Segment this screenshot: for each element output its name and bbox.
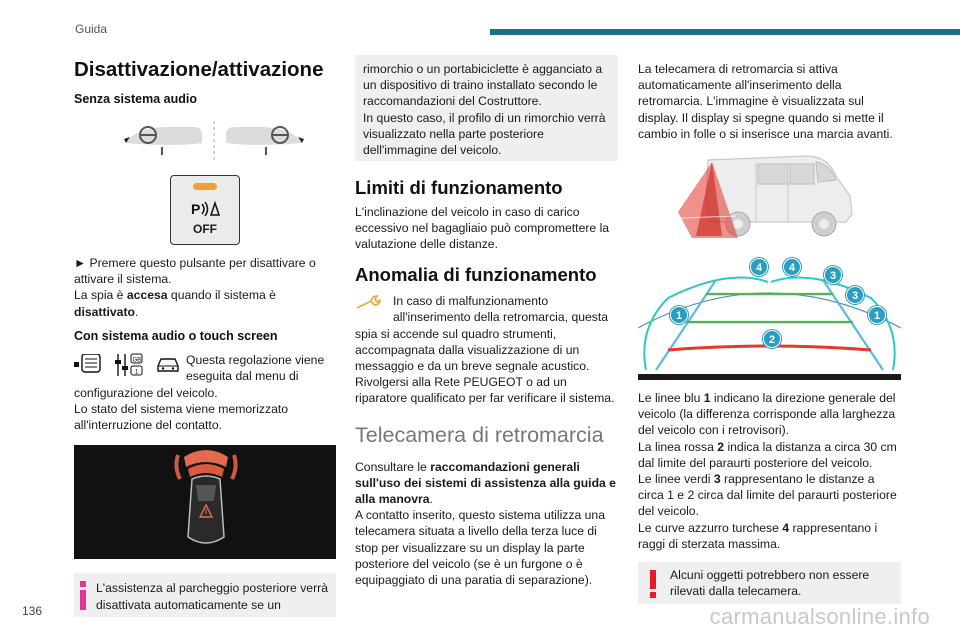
- warning-note-text: Alcuni oggetti potrebbero non essere rilevati dalla telecamera.: [670, 568, 870, 599]
- audio-text-rest: configurazione del veicolo.: [74, 385, 218, 400]
- watermark: carmanualsonline.info: [709, 604, 930, 629]
- marker-4-right: 4: [783, 258, 801, 276]
- page-number: 136: [22, 604, 43, 618]
- indicator-lamp: [193, 183, 217, 190]
- subtitle-no-audio: Senza sistema audio: [74, 92, 197, 106]
- camera-intro-text: La telecamera di retromarcia si attiva automaticamente all'inserimento della retromarcia. L'immagine è visualizzata sul display. Il display si spegne quando si mette il cambio in folle o si inserisce una marcia avanti.: [638, 62, 893, 141]
- green-lines-text: Le linee verdi 3 rappresentano le distanze a circa 1 e 2 circa dal limite del paraurti posteriore del veicolo.: [638, 472, 897, 519]
- marker-1-right: 1: [868, 306, 886, 324]
- warning-note-box: [638, 562, 901, 604]
- audio-settings-row: [74, 352, 336, 384]
- fault-text-rest: spia si accende sul quadro strumenti, accompagnata dalla visualizzazione di un messaggio e da un breve segnale acustico.: [355, 326, 590, 374]
- camera-guidelines-diagram: [638, 258, 901, 380]
- camera-reference: Consultare le raccomandazioni generali sull'uso dei sistemi di assistenza alla guida e alla manovra.: [355, 459, 616, 507]
- park-assist-off-button[interactable]: [170, 175, 240, 245]
- van-rear-camera-illustration: [678, 152, 858, 244]
- fault-text-inline: In caso di malfunzionamento all'inserimento della retromarcia, questa: [393, 293, 609, 324]
- dashboard-illustration: [124, 121, 304, 161]
- section-label: Guida: [75, 22, 108, 36]
- column-1: [74, 55, 336, 617]
- marker-3-bottom: 3: [846, 286, 864, 304]
- subtitle-audio: Con sistema audio o touch screen: [74, 328, 278, 343]
- settings-sliders-icon: [114, 352, 144, 378]
- page-title: Disattivazione/attivazione: [74, 58, 324, 81]
- camera-heading: Telecamera di retromarcia: [355, 422, 604, 447]
- camera-text: A contatto inserito, questo sistema utilizza una telecamera situata a livello della terza luce di stop per visualizzare su un display la parte posteriore del veicolo (se è un furgone o è equipaggiato di una paratia di separazione).: [355, 508, 605, 588]
- fault-row: [355, 293, 618, 326]
- press-instruction: ► Premere questo pulsante per disattivare o attivare il sistema.: [74, 256, 316, 287]
- off-label: OFF: [193, 222, 217, 236]
- info-icon: [80, 581, 86, 611]
- fault-heading: Anomalia di funzionamento: [355, 263, 597, 285]
- limits-heading: Limiti di funzionamento: [355, 177, 563, 198]
- lamp-status-text: La spia è accesa quando il sistema è disattivato.: [74, 288, 276, 319]
- column-2: [355, 55, 618, 588]
- red-line-text: La linea rossa 2 indica la distanza a circa 30 cm dal limite del paraurti posteriore del veicolo.: [638, 439, 897, 470]
- svg-text:GB: GB: [132, 357, 142, 364]
- wrench-icon: [355, 295, 383, 311]
- marker-3-top: 3: [824, 266, 842, 284]
- limits-text: L'inclinazione del veicolo in caso di carico eccessivo nel bagagliaio può compromettere la valutazione delle distanze.: [355, 205, 610, 252]
- fault-text-2: Rivolgersi alla Rete PEUGEOT o ad un riparatore qualificato per far verificare il sistema.: [355, 375, 615, 406]
- trailer-note-box: [355, 55, 618, 161]
- audio-text-inline: Questa regolazione viene eseguita dal menu di: [186, 352, 325, 384]
- park-display-illustration: [74, 445, 336, 559]
- screen-icon: [74, 354, 102, 374]
- svg-text:1: 1: [135, 369, 139, 376]
- turquoise-curves-text: Le curve azzurro turchese 4 rappresentano i raggi di sterzata massima.: [638, 520, 878, 551]
- marker-2: 2: [763, 330, 781, 348]
- column-3: [638, 55, 901, 604]
- marker-1-left: 1: [670, 306, 688, 324]
- blue-lines-text: Le linee blu 1 indicano la direzione generale del veicolo (la differenza corrisponde alla larghezza del veicolo con i retrovisori).: [638, 391, 896, 438]
- warning-icon: [650, 570, 656, 600]
- svg-text:P: P: [191, 201, 201, 217]
- header-accent-bar: [490, 29, 960, 35]
- trailer-note-text: rimorchio o un portabiciclette è agganciato a un dispositivo di traino installato secondo le raccomandazioni del Costruttore.: [363, 62, 603, 109]
- trailer-note-text-2: In questo caso, il profilo di un rimorchio verrà visualizzato nella parte posteriore dell'immagine del veicolo.: [363, 110, 606, 158]
- car-settings-icon: [156, 354, 180, 374]
- park-sensor-icon: [191, 198, 223, 220]
- info-note-text: L'assistenza al parcheggio posteriore verrà disattivata automaticamente se un: [96, 581, 328, 612]
- memory-text: Lo stato del sistema viene memorizzato all'interruzione del contatto.: [74, 402, 289, 433]
- marker-4-left: 4: [750, 258, 768, 276]
- info-note-box: [74, 573, 336, 617]
